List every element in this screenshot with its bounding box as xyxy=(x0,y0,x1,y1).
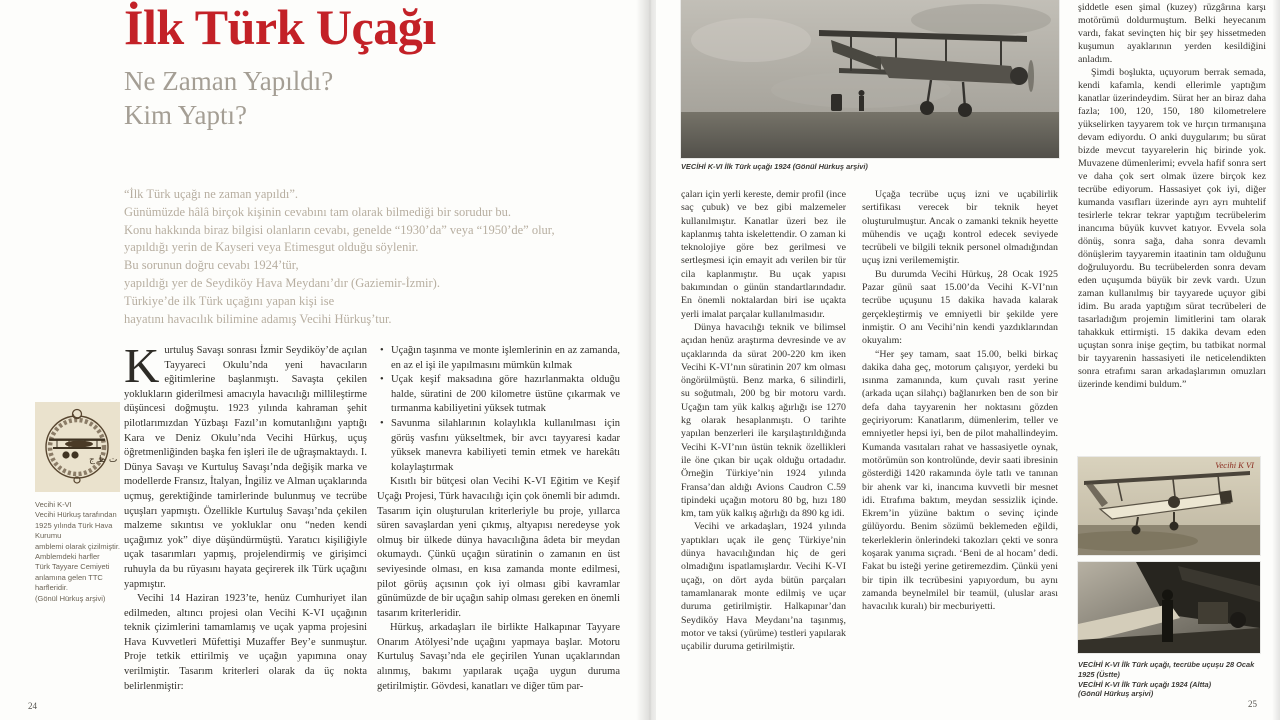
page-edge-shadow xyxy=(1272,0,1280,720)
caption-line: 1925 yılında Türk Hava Kurumu xyxy=(35,520,113,541)
emblem-illustration xyxy=(35,402,120,492)
intro-line: hayatını havacılık bilimine adamış Vecihi Hürkuş’tur. xyxy=(124,311,392,326)
intro-paragraph xyxy=(124,186,555,328)
paragraph-text: urtuluş Savaşı sonrası İzmir Seydiköy’de açılan Tayyareci Okulu’nda yeni havacıların eğitimlerine başlanmıştı. Savaşta çekilen yoklukların giderilmesi amacıyla havacılığı millileştirme düşüncesi doğmuştu. 1923 yılında kahraman şehit pilotlarımızdan Yüzbaşı Fazıl’ın komutanlığını yaptığı Kara ve Deniz Okulu’nda Vecihi Hürkuş, uçuş öğretmenliğinden başka fen işleri ile de uğraşmaktaydı. I. Dünya Savaşı ve Kurtuluş Savaşı’nda değişik marka ve modellerde Fransız, İtalyan, İngiliz ve Alman uçaklarında uçmuş, gerektiğinde tamirlerinde bulunmuş ve tecrübe uçuşları yapmıştı. Özellikle Kurtuluş Savaşı’nda çekilen malzeme sıkıntısı ve yokluklar onu “neden kendi uçağımız yok” diye düşündürmüştü. Yaratıcı kişiliğiyle uçak tasarımları yapmış, projelendirmiş ve girişimci ruhuyla da bu rüyasını hayata geçirerek ilk Türk uçağını yapmıştır. xyxy=(124,345,367,590)
caption-line: (Gönül Hürkuş arşivi) xyxy=(35,593,106,603)
intro-line: Günümüzde hâlâ birçok kişinin cevabını tam olarak bilmediği bir sorudur bu. xyxy=(124,204,512,219)
body-paragraph: “Her şey tamam, saat 15.00, belki birkaç dakika daha geç, motorum çalışıyor, yerdeki bu ısınma zamanında, kum çuvalı rasıt yerine (arkada uçan silahçı) bağlanırken ben de son bir defa daha tayyarenin her noktasını gözden geçiriyorum: Kanatlarım, dümenlerim, teller ve emniyetler hepsi iyi, ben de pilot mahallindeyim. Kumanda vasıtaları rahat ve hassasiyetle oynak, motörümün son kontrolünde, devir saati ibresinin gösterdiği 1420 rakamında öyle tatlı ve tanınan bir ahenk var ki, inancıma kuvvetli bir mesnet idi. Etrafıma baktım, meydan sessizlik içinde. Ekrem’in yüzüne baktım o sevinç içinde gülüyordu. Benim sözümü beklemeden eğildi, tekerleklerin önlerindeki takozları çekti ve sonra koşarak yanıma sıçradı. ‘Beni de al hocam’ dedi. Fakat bu isteği yerine getiremezdim. Çünkü yeni bir tipin ilk tecrübesini yapıyordum, bu aynı zamanda beynelmilel bir teamül, (uluslar arası havacılık kuralı) bir mecburiyetti. xyxy=(862,348,1058,613)
caption-line: (Gönül Hürkuş arşivi) xyxy=(1078,689,1154,699)
page-number-left: 24 xyxy=(28,701,37,711)
body-paragraph: çaları için yerli kereste, demir profil (ince saç çubuk) ve bez gibi malzemeler kullanılmıştır. Kanatlar üzeri bez ile kaplanmış tahta iskelettendir. O zaman ki teknolojiye göre bez gerilmesi ve sertleşmesi için emayit adı verilen bir tür cila kaplanmıştır. Bu uçak yapısı bakımından o günün standartlarındadır. En önemli noktalardan biri ise uçakta yerli imalat parçalar kullanılmasıdır. xyxy=(681,189,846,320)
intro-line: Bu sorunun doğru cevabı 1924’tür, xyxy=(124,258,299,273)
body-paragraph: şiddetle esen şimal (kuzey) rüzgârına karşı motörümü doldurmuştum. Belki heyecanım vardı, fakat sevinçten hiç bir şey hissetmeden kuşumun ayaklarının yerden kesildiğini anladım. xyxy=(1078,2,1266,65)
body-paragraph: Vecihi ve arkadaşları, 1924 yılında yaptıkları uçak ile genç Türkiye’nin dünya havacılığından hiç de geri olmadığını ispatlamışlardır. Vecihi K-VI uçağı, on dört ayda bütün parçaları tamamlanarak monte edilmiş ve uçar duruma getirilmiştir. Halkapınar’dan Seydiköy Hava Meydanı’na taşınmış, motor ve taksi (yürüme) testleri yapılarak uçabilir duruma getirilmiştir. xyxy=(681,521,846,653)
page-number-right: 25 xyxy=(1248,699,1257,709)
left-page-column-2 xyxy=(377,344,620,710)
subtitle-line: Ne Zaman Yapıldı? xyxy=(124,66,334,96)
body-paragraph: Dünya havacılığı teknik ve bilimsel açıdan henüz araştırma devresinde ve av uçaklarında da sürat 200-220 km iken Vecihi K-VI’nın süratinin 207 km olması öngörülmüştü. Benz marka, 6 silindirli, su soğutmalı, 200 bg bir motoru vardı. Uçağın tam yük kalkış ağırlığı ise 1270 kg olarak hesaplanmıştı. O tarihte yapılan benzerleri ile karşılaştırıldığında Vecihi K-VI’nın üstün teknik özellikleri ile öne çıkan bir uçak olduğu ortadadır. Örneğin Türkiye’nin 1924 yılında Fransa’dan aldığı Avions Caudron C.59 tipindeki uçağın motoru 80 bg, hızı 180 km, tam yük kalkış ağırlığı da 890 kg idi. xyxy=(681,321,846,520)
bullet-item: • Uçağın taşınma ve monte işlemlerinin en az zamanda, en az el işi ile yapılmasını mümkün kılmak xyxy=(377,344,620,373)
top-photo-caption: VECİHİ K-VI İlk Türk uçağı 1924 (Gönül Hürkuş arşivi) xyxy=(681,162,868,171)
right-page-column-2 xyxy=(862,188,1058,710)
body-paragraph: Kısıtlı bir bütçesi olan Vecihi K-VI Eğitim ve Keşif Uçağı Projesi, Türk havacılığı için çok önemli bir adımdı. Tasarım için oluşturulan kriterleriyle bu proje, yıllarca süren savaşlardan yeni çıkmış, altyapısı neredeyse yok olmuş bir ülkede dünya havacılığına âdeta bir meydan okumaydı. Çünkü uçağın süratinin o zamanın en üst seviyesinde olması, en kısa zamanda monte edilmesi, pilot görüş açısının çok iyi olması gibi kavramlar günümüzde de bir uçağın sahip olması gereken en önemli tasarım kriterleridir. xyxy=(377,476,620,619)
body-paragraph: Bu durumda Vecihi Hürkuş, 28 Ocak 1925 Pazar günü saat 15.00’da Vecihi K-VI’nın tecrübe uçuşunu 15 dakika havada kalarak gerçekleştirmiş ve emniyetli bir şekilde yere inmiştir. O anı Vecihi’nin kendi yazdıklarından okuyalım: xyxy=(862,268,1058,347)
body-paragraph: Uçağa tecrübe uçuş izni ve uçabilirlik sertifikası verecek bir teknik heyet oluşturulmuştur. Ancak o zamanki teknik heyette mühendis ve uçağı kontrol edecek seviyede tecrübeli ve bilgili teknik personel olmadığından uçuş izni verilememiştir. xyxy=(862,189,1058,267)
bottom-photos-caption xyxy=(1078,660,1268,699)
caption-line: Amblemdeki harfler xyxy=(35,552,100,562)
bottom-photo-aircraft-with-figure xyxy=(1078,562,1260,653)
emblem-caption xyxy=(35,500,127,604)
bottom-photo-first-flight xyxy=(1078,457,1260,555)
intro-line: yapıldığı yerin de Kayseri veya Etimesgut olduğu söylenir. xyxy=(124,240,419,255)
page-title: İlk Türk Uçağı xyxy=(124,0,436,55)
body-paragraph: Hürkuş, arkadaşları ile birlikte Halkapınar Tayyare Onarım Atölyesi’nde uçağını yapmaya başlar. Motoru Kurtuluş Savaşı’nda ele geçirilen Yunan uçaklarından alınmış, bakımı yapılarak uçağa uygun duruma getirilmiştir. Gövdesi, kanatları ve diğer tüm par- xyxy=(377,622,620,692)
right-page-column-3 xyxy=(1078,1,1266,453)
body-paragraph: Şimdi boşlukta, uçuyorum berrak semada, kendi kafamla, kendi ellerimle yaptığım kanatlar üzerindeydim. Sürat her an biraz daha fazla; 100, 120, 150, 180 kilometrelere yükselirken tayyarem tok ve hırçın tırmanışına devam ediyordu. O anki duygularım; bu sürat bizde mevcut tayyarelerin hiç birinde yok. Muvazene dümenlerimi; evvela hafif sonra sert ve daha çok sert olmak üzere birçok kez tecrübe ediyorum. Hassasiyet çok iyi, diğer kumanda vasıfları üzerinde ayrı ayrı muhtelif tesirlerle tekrar tekrar yaptığım tecrübelerim inancıma büyük kuvvet katıyor. Evvela sola dönüş, sonra sağa, daha sonra devamlı dönüşlerim tayyaremin itaatinin tam olduğunu doğruluyordu. Bu tecrübelerden sonra devam eden uçuşumda büyük bir zevk vardı. Uzun zaman kullanılmış bir tayyarede uçuyor gibi idim. Bu arada yaptığım sürat tecrübeleri de tasarladığım projemin limitlerini tam olarak tahakkuk ettirmişti. 15 dakika devam eden uçuştan sonra inişe geçtim, bu tatbikat normal bir tayyarenin hassasiyeti ile neticelendikten sonra etrafımı saran arkadaşlarımın omuzları üzerinde kendimi buldum.” xyxy=(1078,67,1266,390)
right-page-column-1 xyxy=(681,188,846,710)
caption-line: VECİHİ K-VI İlk Türk uçağı, tecrübe uçuşu 28 Ocak 1925 (Üstte) xyxy=(1078,660,1255,679)
page-subtitle xyxy=(124,64,333,132)
caption-line: Vecihi K-VI xyxy=(35,500,72,509)
caption-line: amblemi olarak çizilmiştir. xyxy=(35,541,121,551)
caption-line: anlamına gelen TTC harfleridir. xyxy=(35,572,103,593)
left-page-column-1 xyxy=(124,344,367,710)
intro-line: “İlk Türk uçağı ne zaman yapıldı”. xyxy=(124,187,299,201)
subtitle-line: Kim Yaptı? xyxy=(124,100,248,130)
caption-line: Türk Tayyare Cemiyeti xyxy=(35,562,110,572)
body-paragraph xyxy=(124,344,367,592)
body-paragraph: Vecihi 14 Haziran 1923’te, henüz Cumhuriyet ilan edilmeden, altıncı projesi olan Vecihi K-VI uçağının teknik çizimlerini tamamlamış ve uçak yapma projesini Hava Kuvvetleri Müfettişi Muzaffer Bey’e sunmuştur. Proje tetkik ettirilmiş ve uçağın yapımına onay verilmiştir. Tasarım kriterleri olarak da üç nokta belirlenmiştir: xyxy=(124,593,367,692)
intro-line: Konu hakkında biraz bilgisi olanların cevabı, genelde “1930’da” veya “1950’de” olur, xyxy=(124,222,555,237)
bullet-item: • Savunma silahlarının kolaylıkla kullanılması için görüş vasfını yükseltmek, bir avcı tayyaresi kadar yüksek manevra kabiliyeti temin etmek ve harekâtı kolaylaştırmak xyxy=(377,417,620,475)
photo1-handwriting: Vecihi K VI xyxy=(1215,460,1254,470)
intro-line: Türkiye’de ilk Türk uçağını yapan kişi ise xyxy=(124,293,335,308)
intro-line: yapıldığı yer de Seydiköy Hava Meydanı’dır (Gaziemir-İzmir). xyxy=(124,275,440,290)
bullet-item: • Uçak keşif maksadına göre hazırlanmakta olduğu halde, süratini de 200 kilometre üstüne çıkarmak ve tırmanma kabiliyetini yüksek tutmak xyxy=(377,373,620,417)
svg-text:ت ط ج: ت ط ج xyxy=(89,455,118,465)
caption-line: VECİHİ K-VI İlk Türk uçağı 1924 (Altta) xyxy=(1078,679,1212,689)
drop-cap: K xyxy=(124,344,160,393)
top-photo-aircraft-on-airfield xyxy=(681,0,1059,158)
caption-line: Vecihi Hürkuş tarafından xyxy=(35,510,117,520)
